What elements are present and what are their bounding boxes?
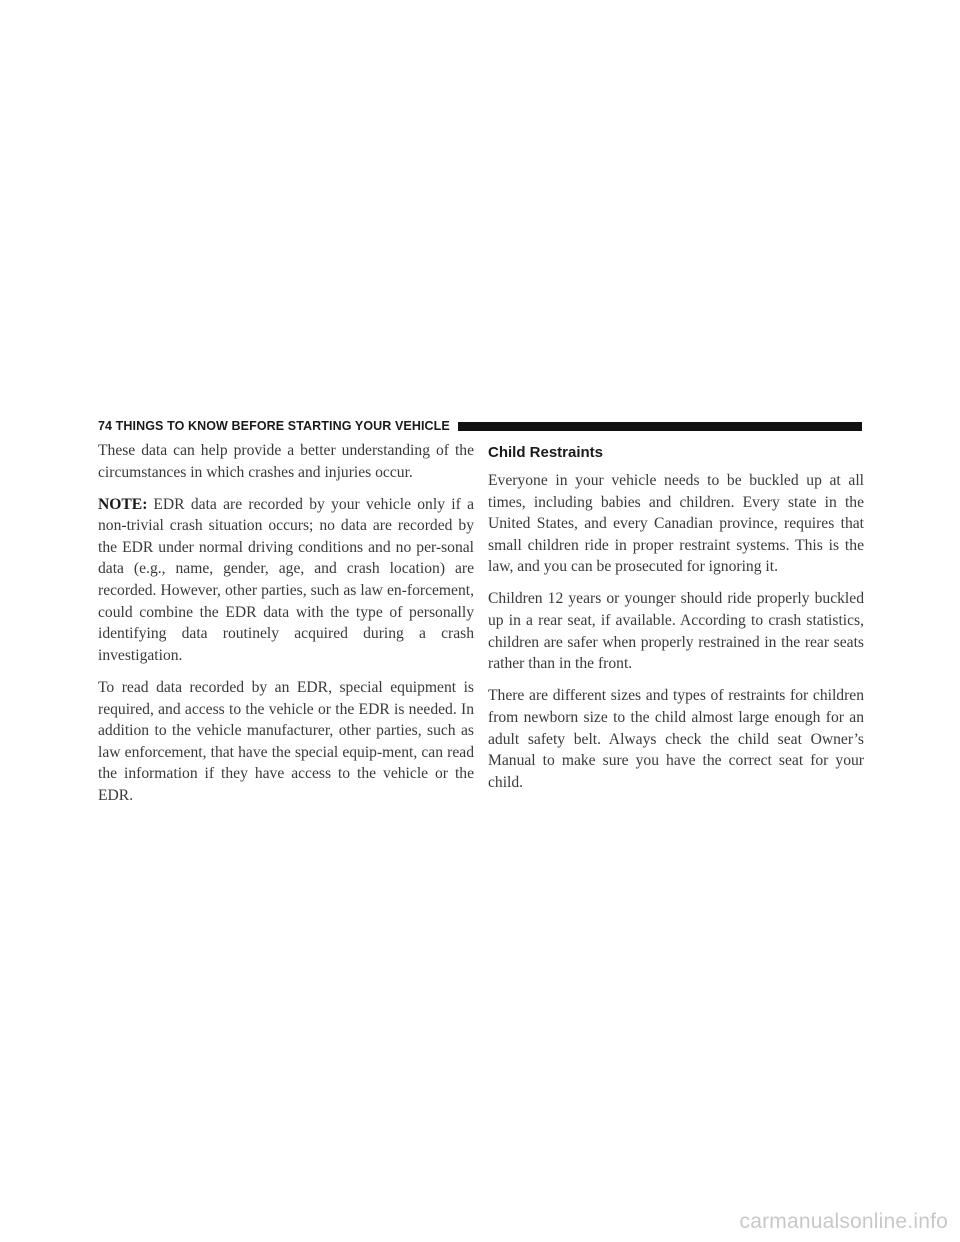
page-header-label: 74 THINGS TO KNOW BEFORE STARTING YOUR VEHICLE [98, 419, 450, 433]
header-rule-bar [458, 422, 862, 431]
rear-seat-paragraph: Children 12 years or younger should ride properly buckled up in a rear seat, if available. According to crash statistics, children are safer when properly restrained in the rear seats rather than in the front. [488, 590, 864, 673]
edr-understanding-paragraph: These data can help provide a better understanding of the circumstances in which crashes and injuries occur. [98, 442, 474, 481]
section-heading-child-restraints: Child Restraints [488, 444, 604, 461]
note-paragraph [98, 494, 474, 667]
note-text: EDR data are recorded by your vehicle only if a non-trivial crash situation occurs; no data are recorded by the EDR under normal driving conditions and no per-sonal data (e.g., name, gender, age, and crash location) are recorded. However, other parties, such as law en-forcement, could combine the EDR data with the type of personally identifying data routinely acquired during a crash investigation. [98, 495, 474, 664]
note-label: NOTE: [98, 495, 148, 513]
page-header [98, 417, 862, 435]
edr-reading-paragraph: To read data recorded by an EDR, special equipment is required, and access to the vehicle or the EDR is needed. In addition to the vehicle manufacturer, other parties, such as law enforcement, that have the special equip-ment, can read the information if they have access to the vehicle or the EDR. [98, 678, 474, 804]
site-watermark: carmanualsonline.info [739, 1210, 948, 1233]
buckle-up-paragraph: Everyone in your vehicle needs to be buckled up at all times, including babies and children. Every state in the United States, and every Canadian province, requires that small children ride in proper restraint systems. This is the law, and you can be prosecuted for ignoring it. [488, 472, 864, 576]
restraint-types-paragraph: There are different sizes and types of restraints for children from newborn size to the child almost large enough for an adult safety belt. Always check the child seat Owner’s Manual to make sure you have the correct seat for your child. [488, 687, 864, 791]
left-column [98, 440, 474, 817]
right-column [488, 440, 864, 804]
